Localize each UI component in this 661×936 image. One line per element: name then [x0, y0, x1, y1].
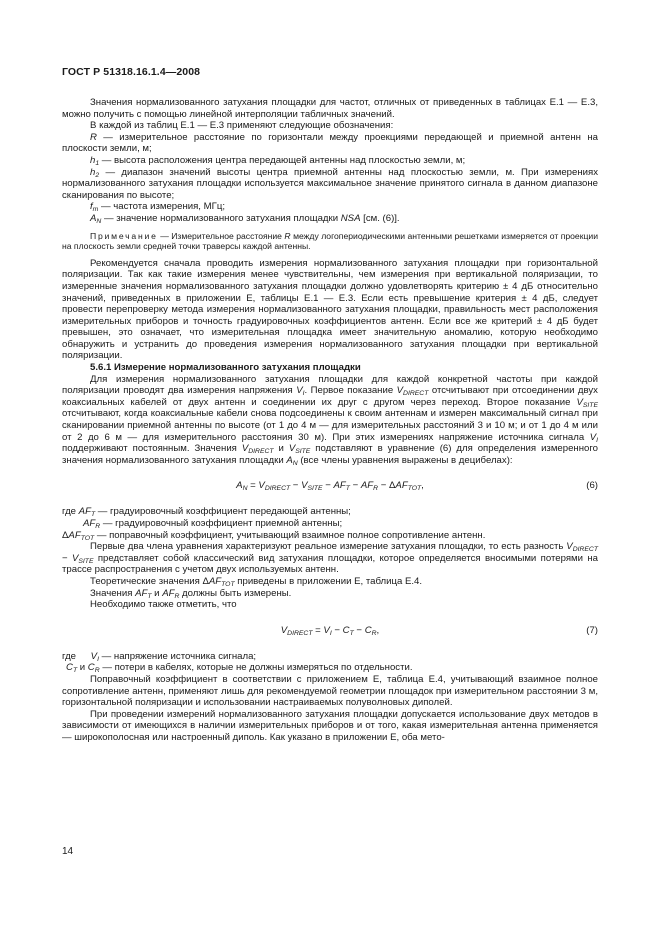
where-aft: где $AF_T$ — градуировочный коэффициент передающей антенны; — [62, 506, 351, 519]
equation-6-number: (6) — [586, 480, 598, 492]
document-header: ГОСТ Р 51318.16.1.4—2008 — [62, 66, 201, 78]
section-heading-5-6-1: 5.6.1 Измерение нормализованного затухания площадки — [90, 362, 361, 374]
paragraph-notation-intro: В каждой из таблиц Е.1 — Е.3 применяют следующие обозначения: — [90, 120, 394, 132]
paragraph-correction-factor: Поправочный коэффициент в соответствии с приложением Е, таблица Е.4, учитывающий взаимное полное сопротивление антенн, применяют лишь для рекомендуемой геометрии площадок при измерительном расстоянии 3 м, горизонтальной поляризации и использовании настраиваемых полуволновых диполей. — [62, 673, 598, 709]
definition-h1: $h_1$ — высота расположения центра передающей антенны над плоскостью земли, м; — [90, 154, 466, 167]
definition-an: $A_N$ — значение нормализованного затухания площадки NSA [см. (6)]. — [90, 212, 400, 225]
paragraph-interpolation: Значения нормализованного затухания площадки для частот, отличных от приведенных в таблицах Е.1 — Е.3, можно получить с помощью линейной интерполяции табличных значений. — [62, 97, 598, 120]
where-aftot: $\Delta AF_{TOT}$ — поправочный коэффициент, учитывающий взаимное полное сопротивление антенн. — [62, 529, 486, 542]
paragraph-recommendation: Рекомендуется сначала проводить измерения нормализованного затухания площадки при горизонтальной поляризации. Так как такие измерения менее чувствительны, чем измерения при вертикальной поляризации, то измеренные значения нормализованного затухания площадки должно удовлетворять критерию ± 4 дБ относительно значений, приведенных в приложении Е, таблицы Е.1 — Е.3. Если есть превышение критерия ± 4 дБ, следует провести перепроверку метода измерения нормализованного затухания площадки, правильность мест расположения измерительных приборов и точность градуировочных коэффициентов антенн. Если все же критерий ± 4 дБ будет превышен, это означает, что измерительная площадка имеет значительную аномалию, которую необходимо обнаружить и устранить до проведения измерения нормализованного затухания площадки при вертикальной поляризации. — [62, 257, 598, 362]
definition-fm: $f_m$ — частота измерения, МГц; — [90, 201, 225, 214]
paragraph-two-methods: При проведении измерений нормализованного затухания площадки допускается использование двух методов в зависимости от имеющихся в наличии измерительных приборов и от того, какая измерительная антенна применяется — широкополосная или настроенный диполь. Как указано в приложении Е, оба мето- — [62, 708, 598, 743]
equation-7 — [62, 625, 598, 637]
equation-7-number: (7) — [586, 624, 598, 636]
paragraph-also-note: Необходимо также отметить, что — [90, 599, 237, 611]
where-cables: $C_T$ и $C_R$ — потери в кабелях, которые не должны измеряться по отдельности. — [66, 662, 413, 675]
paragraph-measurement-procedure: Для измерения нормализованного затухания площадки для каждой конкретной частоты при каждой поляризации проводят два измерения напряжения $V_I$. Первое показание $V_{DIRECT}$ отсчитывают при отсоединении двух коаксиальных кабелей от двух антенн и соединении их друг с другом через переход. Второе показание $V_{SITE}$ отсчитывают, когда коаксиальные кабели снова подсоединены к своим антеннам и измерен максимальный сигнал при сканировании приемной антенны по высоте (от 1 до 4 м — для измерительных расстояний 3 и 10 м; и от 1 до 4 м или от 2 до 6 м — для измерительного расстояния 30 м). При этих измерениях напряжение источника сигнала $V_I$ поддерживают постоянным. Значения $V_{DIRECT}$ и $V_{SITE}$ подставляют в уравнение (6) для определения измеренного значения нормализованного затухания площадки $A_N$ (все члены уравнения выражены в децибелах): — [62, 373, 598, 467]
page-number: 14 — [62, 846, 74, 857]
equation-7-body: $V_{DIRECT} = V_I - C_T - C_R$, — [280, 624, 380, 637]
note-paragraph: Примечание — Измерительное расстояние R между логопериодическими антенными решетками измеряется от проекции на плоскость земли средней точки траверсы каждой антенны. — [62, 230, 598, 252]
definition-r: R — измерительное расстояние по горизонтали между проекциями передающей и приемной антенн на плоскости земли, м; — [62, 131, 598, 155]
equation-6-body: $A_N = V_{DIRECT} - V_{SITE} - AF_T - AF_R - \Delta AF_{TOT}$, — [236, 480, 424, 493]
where-vi: где $V_I$ — напряжение источника сигнала; — [62, 650, 257, 663]
equation-6 — [62, 480, 598, 492]
where-afr: $AF_R$ — градуировочный коэффициент приемной антенны; — [83, 518, 343, 530]
paragraph-theoretical-values: Теоретические значения $\Delta AF_{TOT}$ приведены в приложении Е, таблица Е.4. — [90, 575, 423, 588]
definition-h2: $h_2$ — диапазон значений высоты центра приемной антенны над плоскостью земли, м. При измерениях нормализованного затухания площадки используется максимальное значение принятого сигнала в данном диапазоне сканирования по высоте; — [62, 166, 598, 201]
paragraph-first-two-terms: Первые два члена уравнения характеризуют реальное измерение затухания площадки, то есть разность $V_{DIRECT} - V_{SITE}$ представляет собой классический вид затухания площадки, которое определяется вносимыми потерями на трассе распространения с учетом двух используемых антенн. — [62, 541, 598, 576]
note-label: Примечание — [90, 230, 158, 241]
paragraph-af-values: Значения $AF_T$ и $AF_R$ должны быть измерены. — [90, 587, 292, 600]
document-body — [62, 97, 598, 744]
